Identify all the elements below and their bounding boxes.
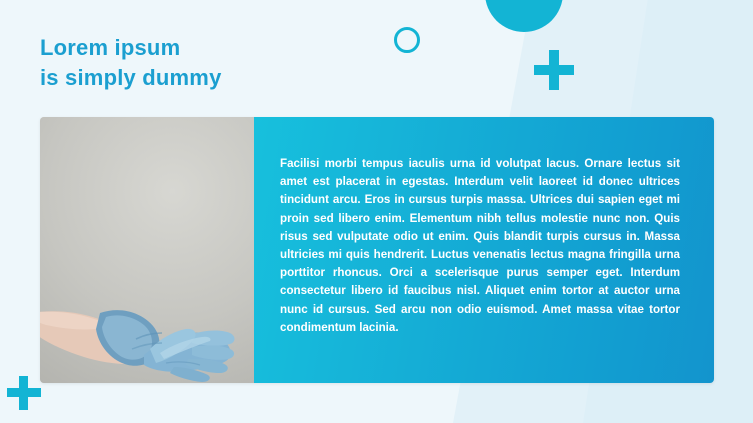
text-panel (254, 117, 714, 383)
gloved-hands-photo (40, 117, 254, 383)
title-line-1: Lorem ipsum (40, 35, 181, 60)
plus-bar-vertical (19, 376, 28, 410)
title-line-2: is simply dummy (40, 64, 222, 90)
plus-icon-bottom (7, 376, 41, 410)
circle-outline-icon (394, 27, 420, 53)
page-title (40, 33, 222, 93)
body-paragraph: Facilisi morbi tempus iaculis urna id volutpat lacus. Ornare lectus sit amet est placerat in egestas. Interdum velit laoreet id donec ultrices tincidunt arcu. Eros in cursus turpis massa. Ultrices dui sapien eget mi proin sed libero enim. Elementum nibh tellus molestie nunc non. Quis risus sed vulputate odio ut enim. Quis blandit turpis cursus in. Massa ultricies mi quis hendrerit. Luctus venenatis lectus magna fringilla urna porttitor rhoncus. Orci a scelerisque purus semper eget. Interdum consectetur libero id faucibus nisl. Aliquet enim tortor at auctor urna nunc id cursus. Sed arcu non odio euismod. Amet massa vitae tortor condimentum lacinia. (280, 157, 680, 334)
content-card (40, 117, 714, 383)
plus-bar-vertical (549, 50, 559, 90)
plus-icon-top (534, 50, 574, 90)
